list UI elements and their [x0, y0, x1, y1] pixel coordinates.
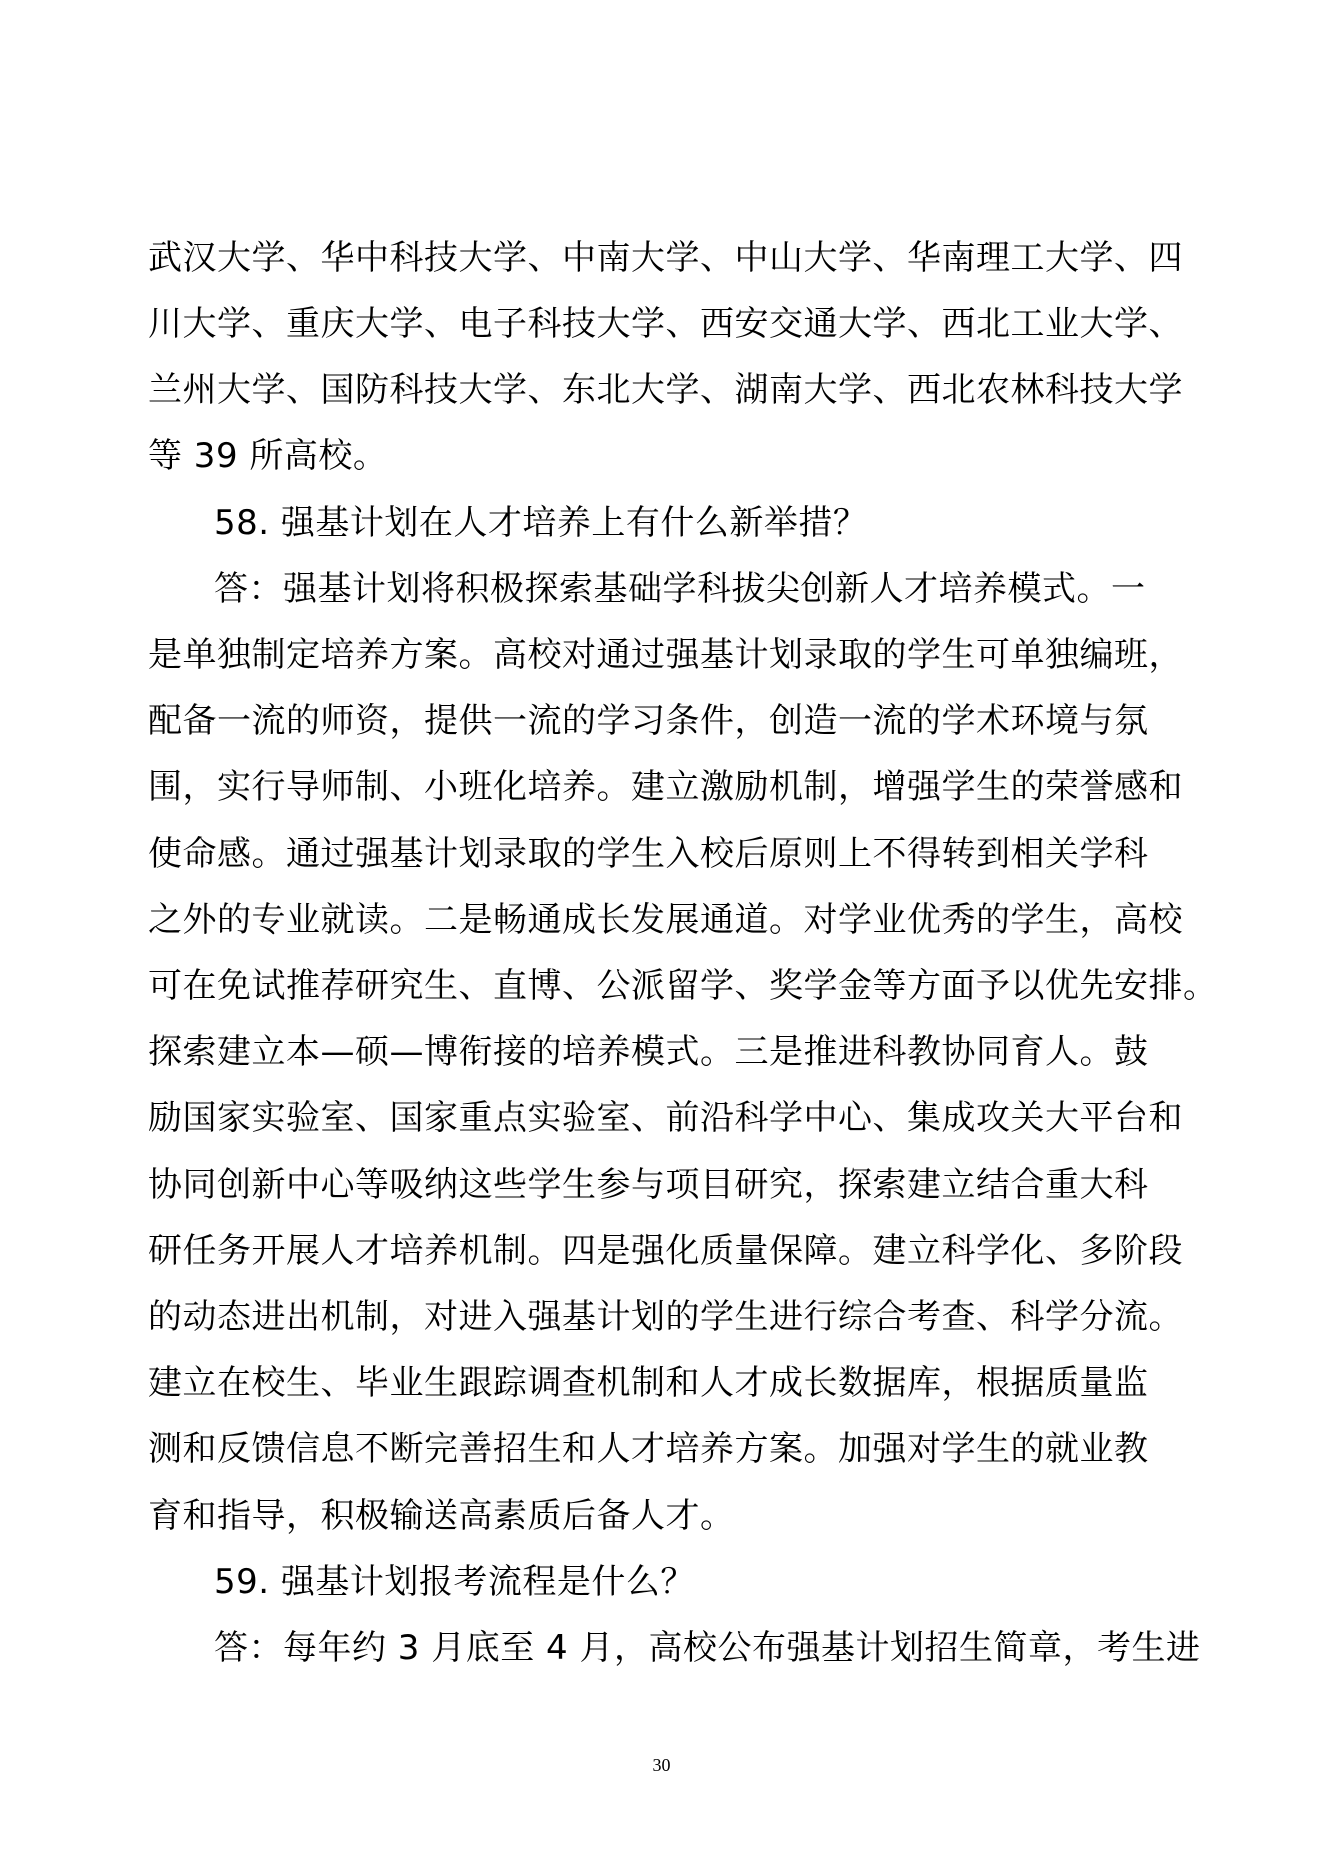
text-line: 等 39 所高校。: [148, 436, 388, 476]
text-line: 使命感。通过强基计划录取的学生入校后原则上不得转到相关学科: [148, 834, 1149, 874]
text-line: 围，实行导师制、小班化培养。建立激励机制，增强学生的荣誉感和: [148, 767, 1183, 807]
text-line: 是单独制定培养方案。高校对通过强基计划录取的学生可单独编班，: [148, 635, 1183, 675]
text-line: 测和反馈信息不断完善招生和人才培养方案。加强对学生的就业教: [148, 1429, 1149, 1469]
text-line: 川大学、重庆大学、电子科技大学、西安交通大学、西北工业大学、: [148, 304, 1183, 344]
text-line: 兰州大学、国防科技大学、东北大学、湖南大学、西北农林科技大学: [148, 370, 1183, 410]
text-line: 的动态进出机制，对进入强基计划的学生进行综合考查、科学分流。: [148, 1297, 1183, 1337]
text-line: 武汉大学、华中科技大学、中南大学、中山大学、华南理工大学、四: [148, 238, 1183, 278]
text-line: 配备一流的师资，提供一流的学习条件，创造一流的学术环境与氛: [148, 701, 1149, 741]
question-heading: 58. 强基计划在人才培养上有什么新举措？: [214, 503, 868, 543]
page-number: 30: [652, 1755, 671, 1775]
text-line: 研任务开展人才培养机制。四是强化质量保障。建立科学化、多阶段: [148, 1231, 1183, 1271]
text-line: 建立在校生、毕业生跟踪调查机制和人才成长数据库，根据质量监: [148, 1363, 1149, 1403]
answer-line: 答：强基计划将积极探索基础学科拔尖创新人才培养模式。一: [214, 569, 1146, 609]
text-line: 之外的专业就读。二是畅通成长发展通道。对学业优秀的学生，高校: [148, 900, 1183, 940]
text-line: 励国家实验室、国家重点实验室、前沿科学中心、集成攻关大平台和: [148, 1098, 1183, 1138]
text-line: 探索建立本—硕—博衔接的培养模式。三是推进科教协同育人。鼓: [148, 1032, 1149, 1072]
answer-line: 答：每年约 3 月底至 4 月，高校公布强基计划招生简章，考生进: [214, 1628, 1201, 1668]
question-heading: 59. 强基计划报考流程是什么？: [214, 1562, 695, 1602]
text-line: 可在免试推荐研究生、直博、公派留学、奖学金等方面予以优先安排。: [148, 966, 1218, 1006]
text-line: 育和指导，积极输送高素质后备人才。: [148, 1496, 735, 1536]
text-line: 协同创新中心等吸纳这些学生参与项目研究，探索建立结合重大科: [148, 1165, 1149, 1205]
